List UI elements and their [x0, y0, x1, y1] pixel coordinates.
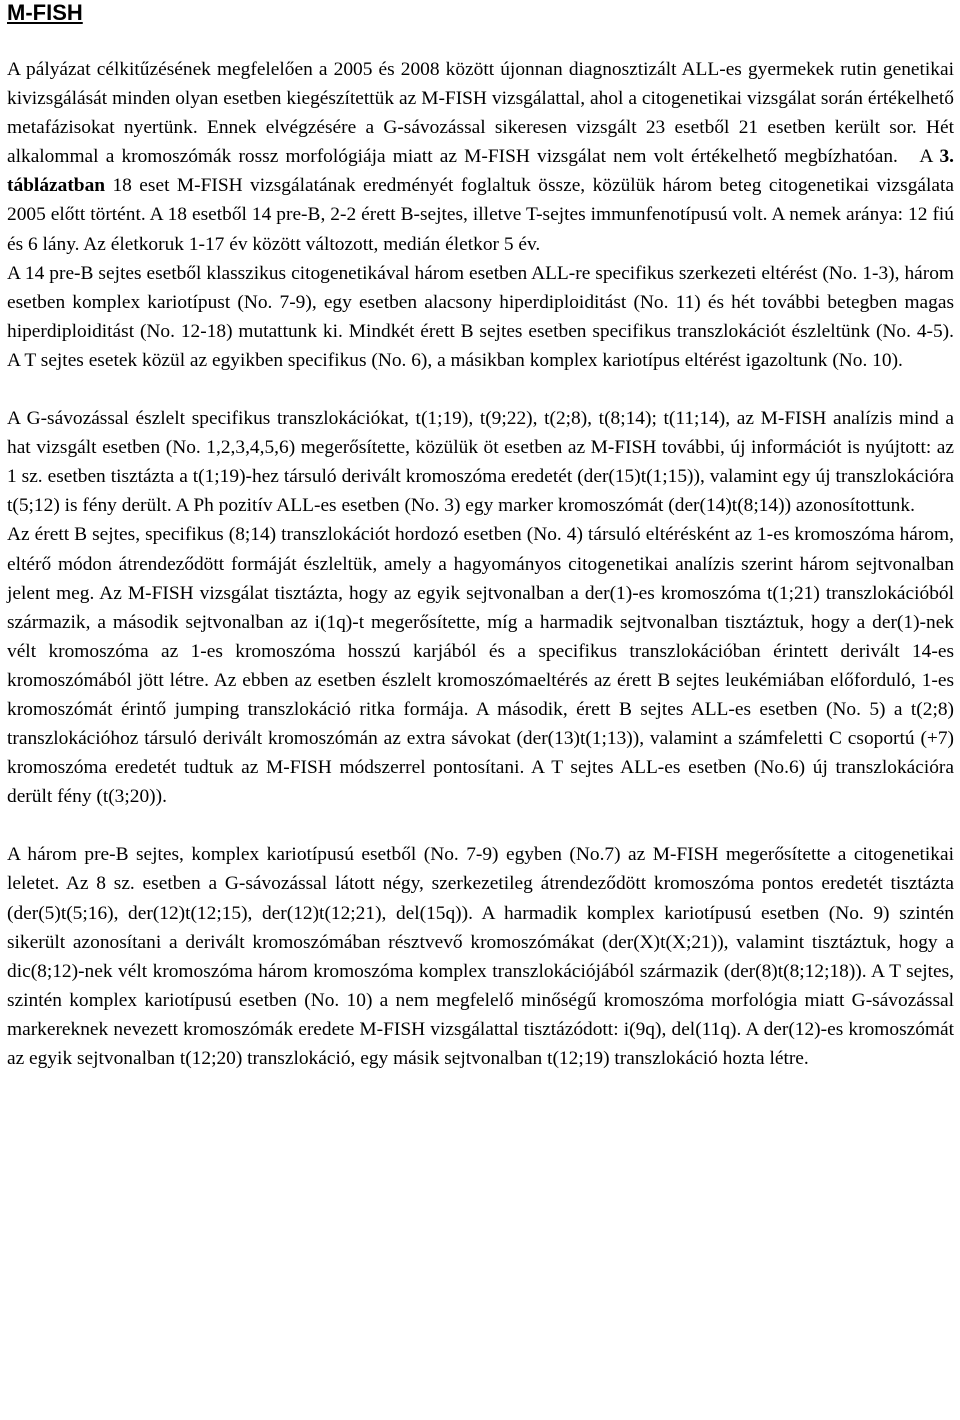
table-reference: 3. táblázatban — [7, 146, 954, 197]
paragraph-complex-karyotype: A három pre-B sejtes, komplex kariotípusú esetből (No. 7-9) egyben (No.7) az M-FISH megerősítette a citogenetikai leletet. Az 8 sz. esetben a G-sávozással látott négy, szerkezetileg átrendeződött kromoszóma pontos eredetét tisztázta (der(5)t(5;16), der(12)t(12;15), der(12)t(12;21), del(15q)). A harmadik komplex kariotípusú esetben (No. 9) szintén sikerült azonosítani a derivált kromoszómában résztvevő kromoszómákat (der(X)t(X;21)), valamint tisztáztuk, hogy a dic(8;12)-nek vélt kromoszóma három kromoszóma komplex transzlokációjából származik (der(8)t(8;12;18)). A T sejtes, szintén komplex kariotípusú esetben (No. 10) a nem megfelelő minőségű kromoszóma morfológia miatt G-sávozással markereknek nevezett kromoszómák eredete M-FISH vizsgálattal tisztázódott: i(9q), del(11q). A der(12)-es kromoszómát az egyik sejtvonalban t(12;20) transzlokáció, egy másik sejtvonalban t(12;19) transzlokáció hozta létre. — [7, 844, 954, 1069]
paragraph-intro — [7, 55, 954, 259]
paragraph-specific-translocations: A G-sávozással észlelt specifikus transzlokációkat, t(1;19), t(9;22), t(2;8), t(8;14); t(11;14), az M-FISH analízis mind a hat vizsgált esetben (No. 1,2,3,4,5,6) megerősítette, közülük öt esetben az M-FISH további, új információt is nyújtott: az 1 sz. esetben tisztázta a t(1;19)-hez társuló derivált kromoszóma eredetét (der(15)t(1;15)), valamint egy új transzlokációra t(5;12) is fény derült. A Ph pozitív ALL-es esetben (No. 3) egy marker kromoszómát (der(14)t(8;14)) azonosítottunk. — [7, 408, 954, 517]
paragraph-intro-text: A pályázat célkitűzésének megfelelően a 2005 és 2008 között újonnan diagnosztizált ALL-es gyermekek rutin genetikai kivizsgálását minden olyan esetben kiegészítettük az M-FISH vizsgálattal, ahol a citogenetikai vizsgálat során értékelhető metafázisokat nyertünk. Ennek elvégzésére a G-sávozással sikeresen vizsgált 23 esetből 21 esetben került sor. Hét alkalommal a kromoszómák rossz morfológiája miatt az M-FISH vizsgálat nem volt értékelhető megbízhatóan. — [7, 59, 954, 168]
paragraph-mature-b-case: Az érett B sejtes, specifikus (8;14) transzlokációt hordozó esetben (No. 4) társuló eltérésként az 1-es kromoszóma három, eltérő módon átrendeződött formáját észleltük, amely a hagyományos citogenetikai analízis szerint három sejtvonalban jelent meg. Az M-FISH vizsgálat tisztázta, hogy az egyik sejtvonalban a der(1)-es kromoszóma t(1;21) transzlokációból származik, a második sejtvonalban az i(1q)-t megerősítette, míg a harmadik sejtvonalban tisztáztuk, hogy a der(1)-nek vélt kromoszóma az 1-es kromoszóma hosszú karjából és a specifikus transzlokációban érintett derivált 14-es kromoszómából jött létre. Az ebben az esetben észlelt kromoszómaeltérés az érett B sejtes leukémiában előforduló, 1-es kromoszómát érintő jumping transzlokáció ritka formája. A második, érett B sejtes ALL-es esetben (No. 5) a t(2;8) transzlokációhoz társuló derivált kromoszómán az extra sávokat (der(13)t(1;13)), valamint a számfeletti C csoportú (+7) kromoszóma eredetét tudtuk az M-FISH módszerrel pontosítani. A T sejtes ALL-es esetben (No.6) új transzlokációra derült fény (t(3;20)). — [7, 524, 954, 808]
table-ref-prefix: A — [919, 146, 933, 168]
section-title: M-FISH — [7, 0, 83, 25]
document-page — [7, 0, 954, 1073]
paragraph-intro-rest: 18 eset M-FISH vizsgálatának eredményét foglaltuk össze, közülük három beteg citogenetikai vizsgálata 2005 előtt történt. A 18 esetből 14 pre-B, 2-2 érett B-sejtes, illetve T-sejtes immunfenotípusú volt. A nemek aránya: 12 fiú és 6 lány. Az életkoruk 1-17 év között változott, medián életkor 5 év. — [7, 175, 954, 255]
paragraph-pre-b-results: A 14 pre-B sejtes esetből klasszikus citogenetikával három esetben ALL-re specifikus szerkezeti eltérést (No. 1-3), három esetben komplex kariotípust (No. 7-9), egy esetben alacsony hiperdiploiditást (No. 11) és hét további betegben magas hiperdiploiditást (No. 12-18) mutattunk ki. Mindkét érett B sejtes esetben specifikus transzlokációt észleltünk (No. 4-5). A T sejtes esetek közül az egyikben specifikus (No. 6), a másikban komplex kariotípus eltérést igazoltunk (No. 10). — [7, 262, 954, 371]
